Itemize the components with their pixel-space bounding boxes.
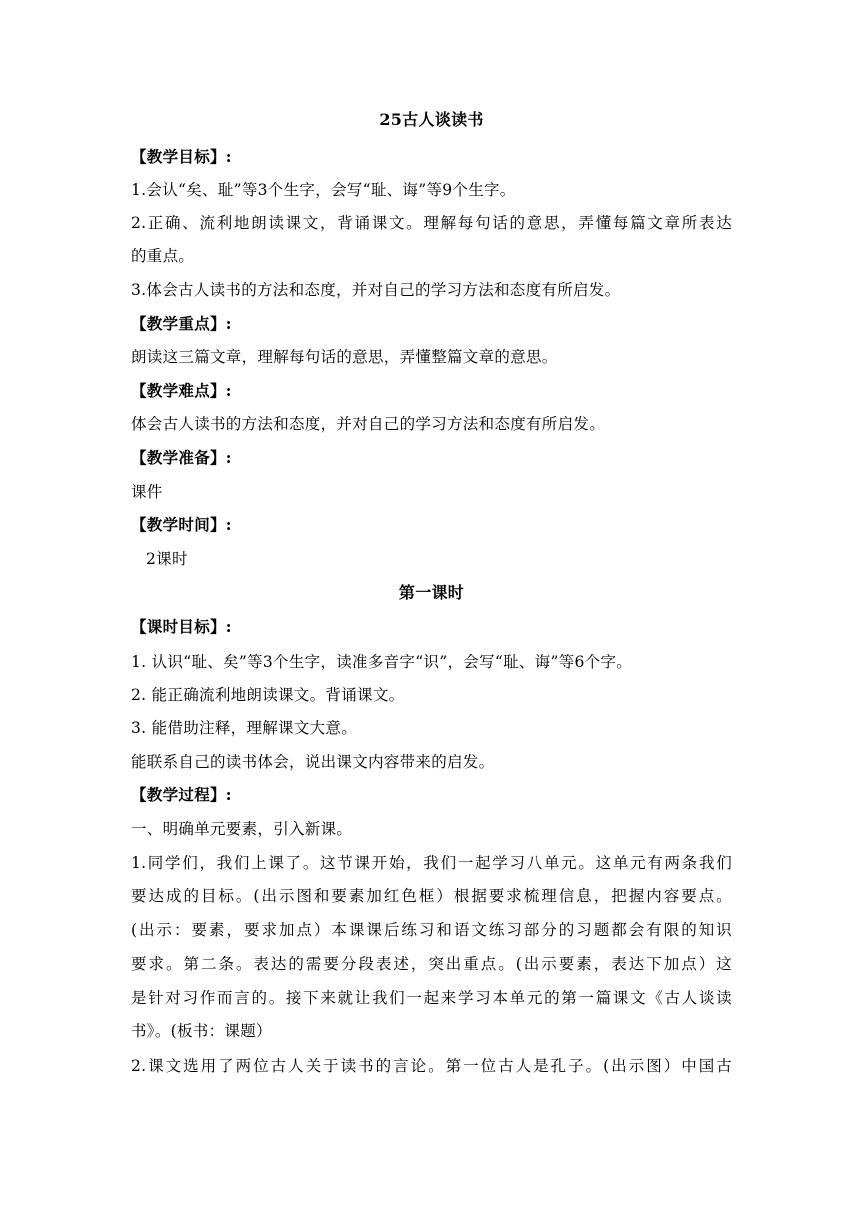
section-title: 第一课时: [398, 583, 465, 602]
heading-lesson-goals: 【课时目标】:: [131, 617, 232, 636]
process-paragraph-line: 要达成的目标。(出示图和要素加红色框）根据要求梳理信息，把握内容要点。: [131, 887, 732, 905]
goal-item-3: 3.体会古人读书的方法和态度，并对自己的学习方法和态度有所启发。: [131, 281, 621, 299]
heading-difficulties: 【教学难点】:: [131, 381, 232, 400]
heading-key-points: 【教学重点】:: [131, 314, 232, 333]
goal-item-1: 1.会认“矣、耻”等3个生字，会写“耻、诲”等9个生字。: [131, 181, 516, 199]
document-title: 25古人谈读书: [379, 110, 484, 129]
key-points-text: 朗读这三篇文章，理解每句话的意思，弄懂整篇文章的意思。: [131, 348, 558, 366]
process-paragraph-line: (出示：要素，要求加点）本课课后练习和语文练习部分的习题都会有限的知识: [131, 921, 732, 939]
lesson-goal-1: 1. 认识“耻、矣”等3个生字，读准多音字“识”，会写“耻、诲”等6个字。: [131, 653, 633, 671]
heading-preparation: 【教学准备】:: [131, 448, 232, 467]
teaching-time-text: 2课时: [146, 550, 188, 568]
difficulties-text: 体会古人读书的方法和态度，并对自己的学习方法和态度有所启发。: [131, 415, 606, 433]
lesson-goal-4: 能联系自己的读书体会，说出课文内容带来的启发。: [131, 753, 495, 771]
goal-item-2-cont: 的重点。: [131, 247, 195, 265]
heading-teaching-time: 【教学时间】:: [131, 515, 232, 534]
process-paragraph-line: 要求。第二条。表达的需要分段表述，突出重点。(出示要素，表达下加点）这: [131, 955, 732, 973]
process-paragraph-line: 1.同学们，我们上课了。这节课开始，我们一起学习八单元。这单元有两条我们: [131, 854, 732, 872]
goal-item-2: 2.正确、流利地朗读课文，背诵课文。理解每句话的意思，弄懂每篇文章所表达: [131, 214, 732, 232]
preparation-text: 课件: [131, 483, 163, 501]
lesson-goal-2: 2. 能正确流利地朗读课文。背诵课文。: [131, 686, 405, 704]
process-paragraph-line: 2.课文选用了两位古人关于读书的言论。第一位古人是孔子。(出示图）中国古: [131, 1057, 732, 1075]
heading-teaching-goals: 【教学目标】:: [131, 147, 232, 166]
process-paragraph-line: 书》。(板书：课题）: [131, 1022, 272, 1040]
heading-teaching-process: 【教学过程】:: [131, 785, 232, 804]
process-step-1: 一、明确单元要素，引入新课。: [131, 820, 353, 838]
process-paragraph-line: 是针对习作而言的。接下来就让我们一起来学习本单元的第一篇课文《古人谈读: [131, 989, 732, 1007]
lesson-goal-3: 3. 能借助注释，理解课文大意。: [131, 719, 358, 737]
